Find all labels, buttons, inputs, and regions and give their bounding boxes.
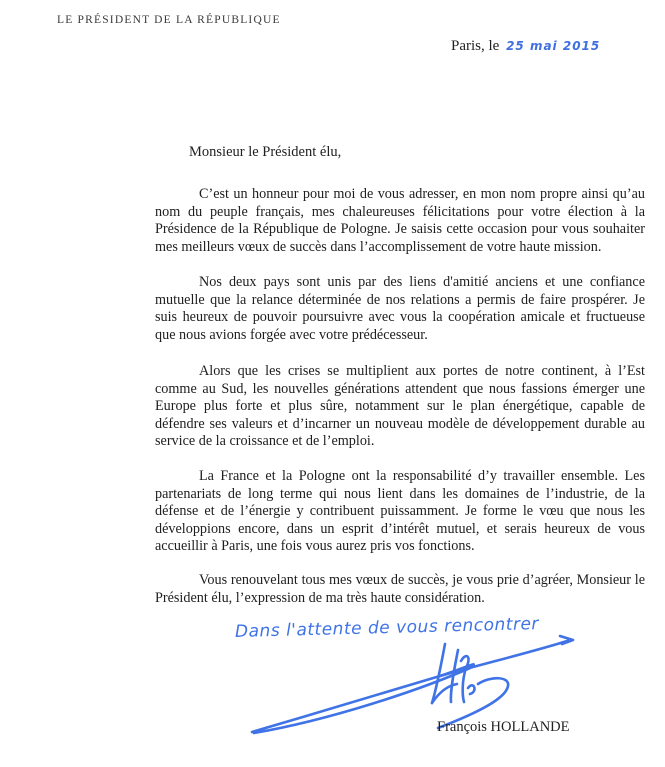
handwritten-closing: Dans l'attente de vous rencontrer <box>234 614 540 642</box>
dateline <box>451 38 600 55</box>
signatory-name: François HOLLANDE <box>437 719 570 735</box>
letterhead: LE PRÉSIDENT DE LA RÉPUBLIQUE <box>57 14 281 26</box>
paragraph-partnership: La France et la Pologne ont la responsabilité d’y travailler ensemble. Les partenariats de long terme qui nous lient dans les domaines de l’industrie, de la défense et de l’énergie y contribuent puissamment. Je forme le vœu que nous les développions encore, dans un esprit d’intérêt mutuel, et serais heureux de vous accueillir à Paris, une fois vous aurez pris vos fonctions. <box>155 468 645 555</box>
salutation: Monsieur le Président élu, <box>189 144 342 160</box>
paragraph-congratulations: C’est un honneur pour moi de vous adresser, en mon nom propre ainsi qu’au nom du peuple français, mes chaleureuses félicitations pour votre élection à la Présidence de la République de Pologne. Je saisis cette occasion pour vous souhaiter mes meilleurs vœux de succès dans l’accomplissement de votre haute mission. <box>155 186 645 255</box>
dateline-place: Paris, le <box>451 38 500 54</box>
paragraph-closing: Vous renouvelant tous mes vœux de succès, je vous prie d’agréer, Monsieur le Président élu, l’expression de ma très haute considération. <box>155 572 645 606</box>
paragraph-europe: Alors que les crises se multiplient aux portes de notre continent, à l’Est comme au Sud, les nouvelles générations attendent que nous fassions émerger une Europe plus forte et plus sûre, notamment sur le plan énergétique, capable de défendre ses valeurs et d’incarner un nouveau modèle de développement durable au service de la croissance et de l’emploi. <box>155 363 645 450</box>
paragraph-friendship: Nos deux pays sont unis par des liens d'amitié anciens et une confiance mutuelle que la relance déterminée de nos relations a permis de faire prospérer. Je suis heureux de pouvoir poursuivre avec vous la coopération amicale et fructueuse que nous avions forgée avec votre prédécesseur. <box>155 274 645 343</box>
handwritten-date: 25 mai 2015 <box>506 39 601 53</box>
